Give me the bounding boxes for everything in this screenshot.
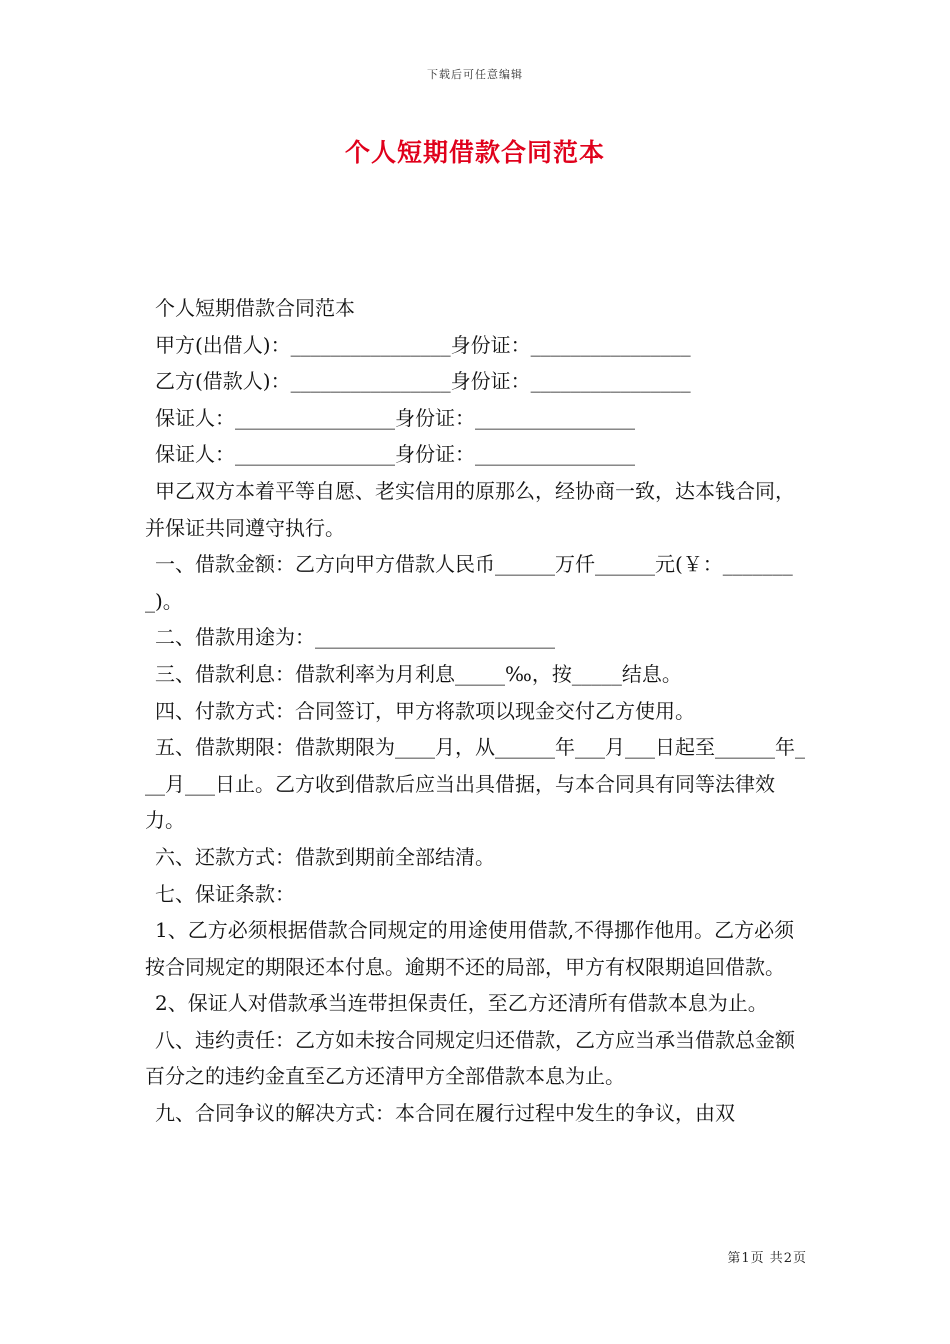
- paragraph-guarantee-item-1: 1、乙方必须根据借款合同规定的用途使用借款,不得挪作他用。乙方必须按合同规定的期限还本付息。逾期不还的局部，甲方有权限期追回借款。: [145, 918, 795, 979]
- paragraph-clause-guarantee: 七、保证条款：: [155, 881, 295, 906]
- document-title: 个人短期借款合同范本: [344, 138, 605, 167]
- paragraph-clause-purpose: 二、借款用途为：________________________: [155, 625, 555, 650]
- paragraph-heading: 个人短期借款合同范本: [155, 296, 355, 320]
- paragraph-clause-dispute: 九、合同争议的解决方式：本合同在履行过程中发生的争议，由双: [155, 1101, 735, 1126]
- paragraph-party-b: 乙方(借款人)：________________身份证：________________: [155, 369, 691, 394]
- paragraph-party-a: 甲方(出借人)：________________身份证：________________: [155, 332, 691, 357]
- paragraph-clause-interest: 三、借款利息：借款利率为月利息_____‰，按_____结息。: [155, 661, 682, 686]
- paragraph-preamble: 甲乙双方本着平等自愿、老实信用的原那么，经协商一致，达本钱合同，并保证共同遵守执行。: [145, 478, 795, 540]
- document-body: [145, 290, 813, 1132]
- page-header-note: 下载后可任意编辑: [427, 68, 523, 81]
- paragraph-guarantor-2: 保证人：________________身份证：________________: [155, 442, 635, 467]
- paragraph-guarantor-1: 保证人：________________身份证：________________: [155, 405, 635, 430]
- paragraph-clause-term: 五、借款期限：借款期限为____月，从______年___月___日起至______年___月___日止。乙方收到借款后应当出具借据，与本合同具有同等法律效力。: [145, 735, 805, 833]
- paragraph-guarantee-item-2: 2、保证人对借款承当连带担保责任，至乙方还清所有借款本息为止。: [155, 991, 768, 1016]
- paragraph-clause-repayment: 六、还款方式：借款到期前全部结清。: [155, 844, 495, 869]
- paragraph-clause-payment: 四、付款方式：合同签订，甲方将款项以现金交付乙方使用。: [155, 698, 695, 723]
- paragraph-clause-breach: 八、违约责任：乙方如未按合同规定归还借款，乙方应当承当借款总金额百分之的违约金直至乙方还清甲方全部借款本息为止。: [145, 1027, 795, 1089]
- page-number: 第1页 共2页: [727, 1251, 807, 1266]
- paragraph-clause-amount: 一、借款金额：乙方向甲方借款人民币______万仟______元(￥：________)。: [145, 552, 793, 613]
